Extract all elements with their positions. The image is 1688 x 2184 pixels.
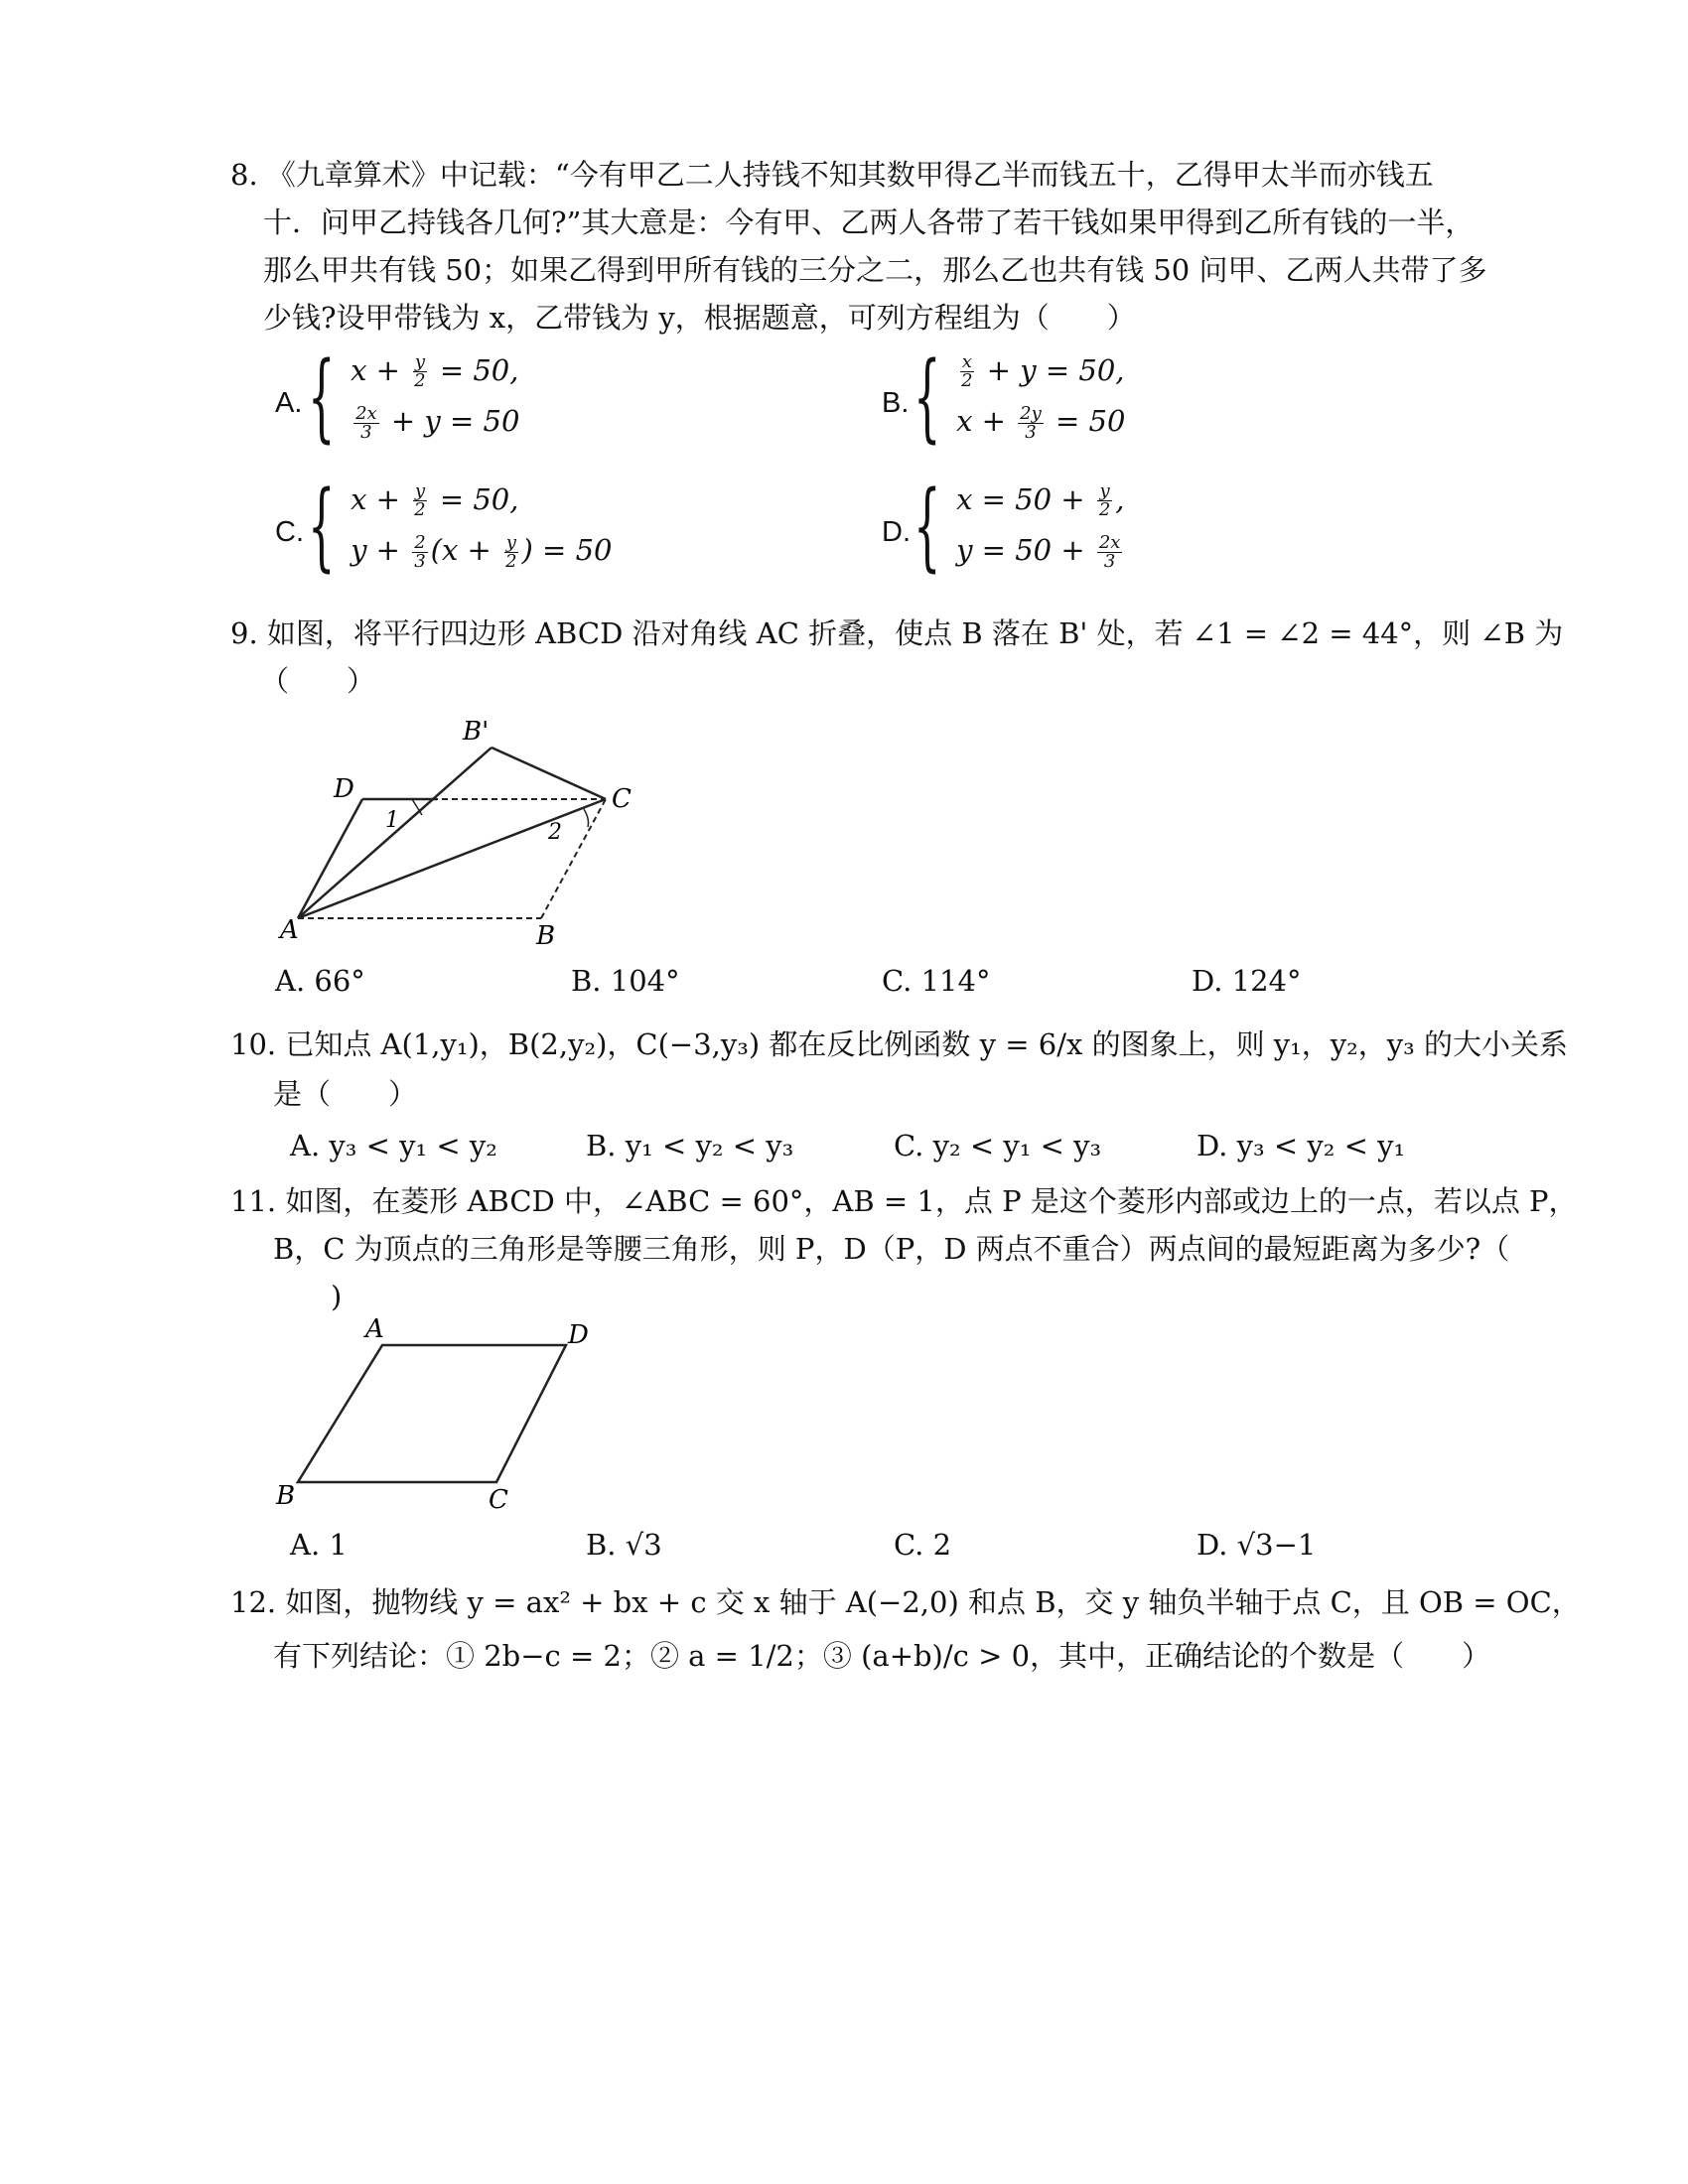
q9-edge-b-prime-c [492,748,606,799]
q8-option-a-label[interactable]: A. [275,387,303,419]
q11-label-b: B [276,1481,296,1511]
q9-line-1: 9. 如图，将平行四边形 ABCD 沿对角线 AC 折叠，使点 B 落在 B' 处，若 ∠1 = ∠2 = 44°，则 ∠B 为 [230,616,1564,650]
q11-option-d[interactable]: D. √3−1 [1196,1528,1317,1562]
q8-option-b-system: { $\frac{x}{2}$ + y = 50, x + $\frac{2y}{3}$ = 50 [914,341,1126,453]
q11-line-2: B，C 为顶点的三角形是等腰三角形，则 P，D（P，D 两点不重合）两点间的最短距离为多少?（ [273,1232,1510,1266]
q9-option-a[interactable]: A. 66° [275,964,365,998]
q11-label-c: C [489,1485,508,1514]
q10-option-c[interactable]: C. y₂ < y₁ < y₃ [894,1129,1102,1162]
q8-option-d-eq1: x = 50 + $\frac{y}{2}$ , [956,480,1125,520]
q11-line-3: ) [331,1280,343,1313]
q11-rhombus-abcd [298,1345,566,1482]
q9-edge-ad [298,799,362,918]
q8-option-b-label[interactable]: B. [882,387,910,419]
q8-line-1: 8. 《九章算术》中记载：“今有甲乙二人持钱不知其数甲得乙半而钱五十，乙得甲太半而亦钱五 [230,158,1434,192]
q10-line-2: 是（ ） [273,1077,418,1111]
q9-angle-2-arc [584,809,589,827]
q9-parallelogram-figure [268,710,655,948]
q8-line-3: 那么甲共有钱 50；如果乙得到甲所有钱的三分之二，那么乙也共有钱 50 问甲、乙两人共带了多 [263,253,1487,287]
q9-label-b-prime: B' [463,717,490,747]
q9-label-c: C [612,784,632,814]
q11-label-d: D [568,1320,589,1350]
q9-diagonal-ac [298,799,606,918]
q8-option-a-system: { x + $\frac{y}{2}$ = 50, $\frac{2x}{3}$ + y = 50 [308,341,520,453]
q11-option-a[interactable]: A. 1 [290,1528,348,1562]
q11-option-b[interactable]: B. √3 [586,1528,662,1562]
q10-option-d[interactable]: D. y₃ < y₂ < y₁ [1196,1129,1406,1162]
q8-option-a-eq2: $\frac{2x}{3}$ + y = 50 [355,402,520,443]
q10-option-a[interactable]: A. y₃ < y₁ < y₂ [290,1129,497,1162]
q11-line-1: 11. 如图，在菱形 ABCD 中，∠ABC = 60°，AB = 1，点 P 是这个菱形内部或边上的一点，若以点 P， [230,1184,1578,1218]
q9-label-d: D [334,774,354,804]
q8-line-2: 十．问甲乙持钱各几何?”其大意是：今有甲、乙两人各带了若干钱如果甲得到乙所有钱的一半， [263,205,1475,239]
q12-line-1: 12. 如图，抛物线 y = ax² + bx + c 交 x 轴于 A(−2,0) 和点 B，交 y 轴负半轴于点 C，且 OB = OC， [230,1585,1581,1619]
q9-option-b[interactable]: B. 104° [571,964,680,998]
q9-angle-2-label: 2 [548,820,562,845]
q9-label-b: B [536,921,556,948]
q9-option-c[interactable]: C. 114° [882,964,991,998]
q8-option-b-eq1: $\frac{x}{2}$ + y = 50, [961,351,1125,391]
q11-option-c[interactable]: C. 2 [894,1528,952,1562]
q8-option-d-label[interactable]: D. [882,516,911,548]
q12-line-2: 有下列结论：① 2b−c = 2；② a = 1/2；③ (a+b)/c > 0，其中，正确结论的个数是（ ） [273,1639,1491,1673]
q9-edge-bc [541,799,606,918]
q10-line-1: 10. 已知点 A(1,y₁)，B(2,y₂)，C(−3,y₃) 都在反比例函数 y = 6/x 的图象上，则 y₁，y₂，y₃ 的大小关系 [230,1027,1569,1061]
q9-angle-1-label: 1 [385,808,399,833]
q11-label-a: A [365,1315,384,1344]
q8-line-4: 少钱?设甲带钱为 x，乙带钱为 y，根据题意，可列方程组为（ ） [263,301,1136,335]
q8-option-d-eq2: y = 50 + $\frac{2x}{3}$ [956,531,1121,572]
q9-option-d[interactable]: D. 124° [1192,964,1302,998]
q9-label-a: A [280,915,299,945]
q8-option-d-system: { x = 50 + $\frac{y}{2}$ , y = 50 + $\frac{2x}{3}$ [914,471,1125,582]
q9-edge-ab-prime [298,748,492,918]
q8-option-a-eq1: x + $\frac{y}{2}$ = 50, [351,351,519,391]
q8-option-c-eq1: x + $\frac{y}{2}$ = 50, [351,480,519,520]
q9-line-2: （ ） [260,664,376,698]
q11-rhombus-figure [268,1315,606,1514]
q8-option-b-eq2: x + $\frac{2y}{3}$ = 50 [956,402,1126,443]
q8-option-c-eq2: y + $\frac{2}{3}$ (x + $\frac{y}{2}$ ) = 50 [351,531,613,572]
q10-option-b[interactable]: B. y₁ < y₂ < y₃ [586,1129,794,1162]
q8-option-c-system: { x + $\frac{y}{2}$ = 50, y + $\frac{2}{3}$ (x + $\frac{y}{2}$ ) = 50 [308,471,613,582]
q8-option-c-label[interactable]: C. [275,516,304,548]
